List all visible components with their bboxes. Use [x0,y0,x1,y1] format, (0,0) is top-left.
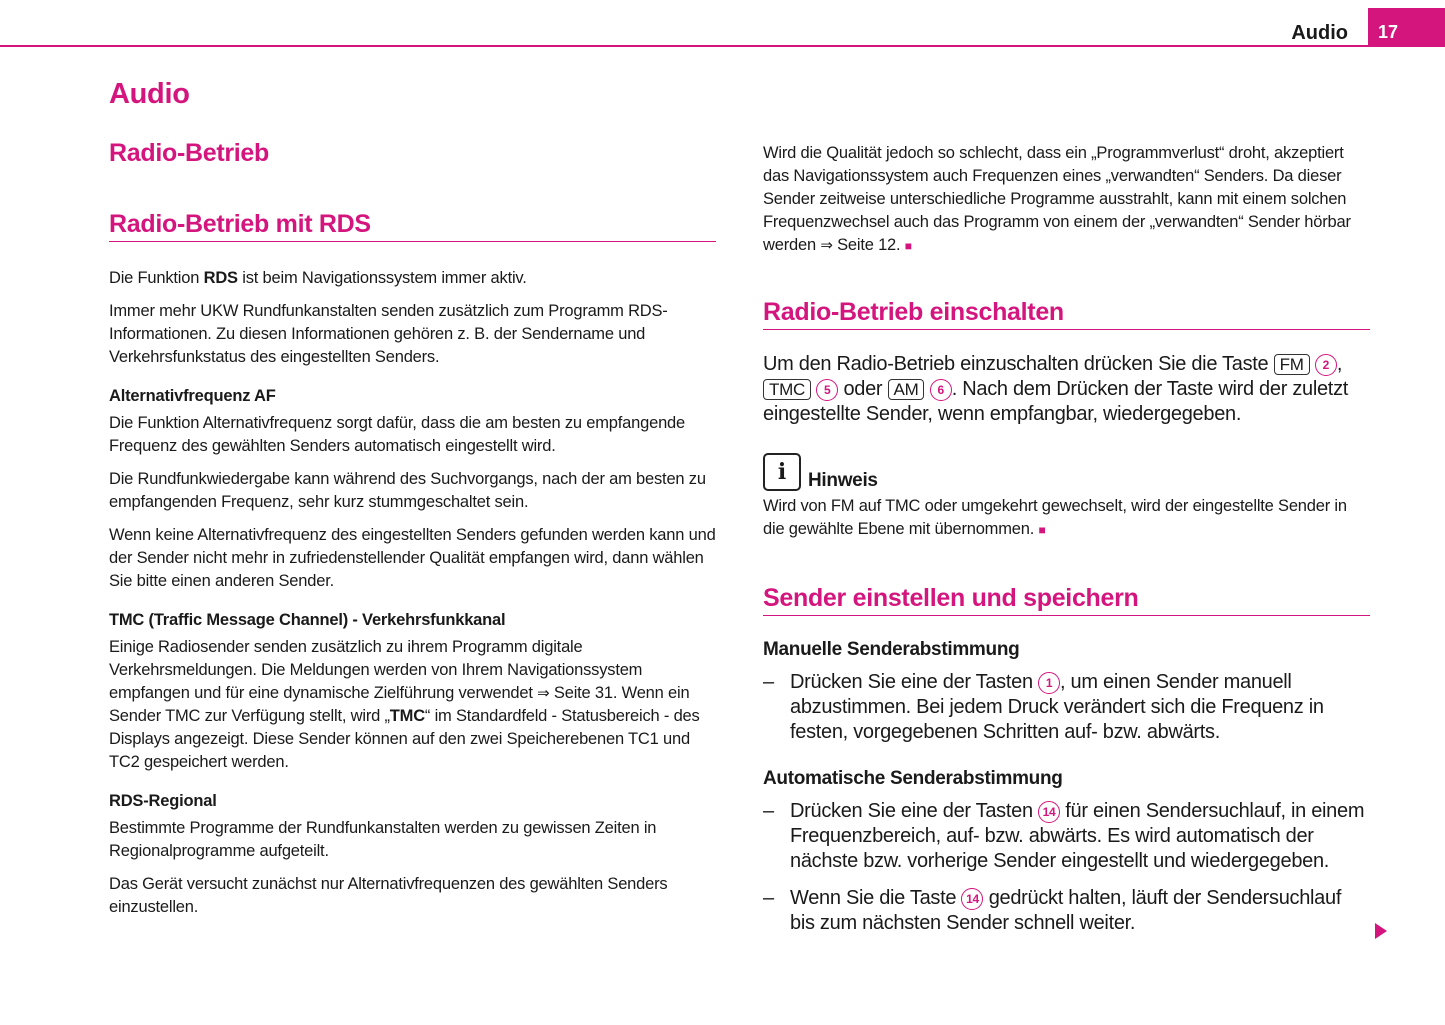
af-paragraph-2: Die Rundfunkwiedergabe kann während des Suchvorgangs, nach der am besten zu empfangenden Frequenz, sehr kurz stummgeschaltet sein. [109,470,706,511]
reference-arrow: ⇒ [820,237,833,254]
einschalten-paragraph: Um den Radio-Betrieb einzuschalten drücken Sie die Taste FM 2 , TMC 5 oder AM 6 . Nach dem Drücken der Taste wird der zuletzt eingestellte Sender, wenn empfangbar, wiedergegeben. [763,353,1349,425]
info-icon: i [763,453,801,491]
left-column [109,78,716,919]
section-title-rds: Radio-Betrieb mit RDS [109,210,716,242]
tmc-key: TMC [763,379,811,400]
manual-list-item: – Drücken Sie eine der Tasten 1 , um einen Sender manuell abzustimmen. Bei jedem Druck verändert sich die Frequenz in festen, vorgegebenen Schritten auf- bzw. abwärts. [763,671,1324,743]
rds-paragraph-2: Immer mehr UKW Rundfunkanstalten senden zusätzlich zum Programm RDS-Informationen. Zu diesen Informationen gehören z. B. der Sendername und Verkehrsfunkstatus des eingestellten Senders. [109,302,668,366]
tmc-subheading: TMC (Traffic Message Channel) - Verkehrsfunkkanal [109,611,506,629]
continuation-paragraph: Wird die Qualität jedoch so schlecht, dass ein „Programmverlust“ droht, akzeptiert das Navigationssystem auch Frequenzen eines „verwandten“ Senders. Da dieser Sender zeitweise unterschiedliche Programme ausstrahlt, kann mit einem solchen Frequenzwechsel auch das Programm von einem der „verwandten“ Sender hörbar werden ⇒ Seite 12. ■ [763,144,1351,254]
callout-2: 2 [1315,354,1337,376]
auto-subheading: Automatische Senderabstimmung [763,768,1063,789]
hint-title: Hinweis [808,470,878,491]
hint-header [763,453,1370,491]
callout-5: 5 [816,379,838,401]
rds-regional-subheading: RDS-Regional [109,792,217,810]
af-paragraph-1: Die Funktion Alternativfrequenz sorgt dafür, dass die am besten zu empfangende Frequenz des gewählten Senders automatisch eingestellt wird. [109,414,686,455]
manual-subheading: Manuelle Senderabstimmung [763,639,1020,660]
callout-6: 6 [930,379,952,401]
section-title-einschalten: Radio-Betrieb einschalten [763,298,1370,330]
rds-regional-paragraph-1: Bestimmte Programme der Rundfunkanstalten werden zu gewissen Zeiten in Regionalprogramme aufgeteilt. [109,819,657,860]
header-section-title: Audio [1291,22,1348,44]
section-title-radio: Radio-Betrieb [109,139,270,167]
af-paragraph-3: Wenn keine Alternativfrequenz des eingestellten Senders gefunden werden kann und der Sender nicht mehr in zufriedenstellender Qualität empfangen wird, dann wählen Sie bitte einen anderen Sender. [109,526,716,590]
fm-key: FM [1274,354,1310,375]
rds-paragraph-1: Die Funktion RDS ist beim Navigationssystem immer aktiv. [109,269,527,287]
af-subheading: Alternativfrequenz AF [109,387,276,405]
right-column [763,142,1370,936]
page-number: 17 [1368,8,1445,47]
am-key: AM [888,379,925,400]
callout-1: 1 [1038,672,1060,694]
callout-14: 14 [961,888,983,910]
reference-arrow: ⇒ [537,685,550,702]
section-end-mark: ■ [1038,523,1046,537]
section-title-sender: Sender einstellen und speichern [763,584,1370,616]
rds-regional-paragraph-2: Das Gerät versucht zunächst nur Alternativfrequenzen des gewählten Senders einzustellen. [109,875,668,916]
next-page-arrow-icon [1375,923,1387,939]
section-end-mark: ■ [904,239,912,253]
auto-list-item-1: – Drücken Sie eine der Tasten 14 für einen Sendersuchlauf, in einem Frequenzbereich, auf- bzw. abwärts. Es wird automatisch der nächste bzw. vorherige Sender eingestellt und wiedergegeben. [763,800,1365,872]
header-rule [0,45,1445,47]
hint-text: Wird von FM auf TMC oder umgekehrt gewechselt, wird der eingestellte Sender in die gewählte Ebene mit übernommen. ■ [763,497,1347,538]
chapter-title: Audio [109,78,190,110]
auto-list-item-2: – Wenn Sie die Taste 14 gedrückt halten, läuft der Sendersuchlauf bis zum nächsten Sender schnell weiter. [763,887,1342,934]
callout-14: 14 [1038,801,1060,823]
tmc-paragraph: Einige Radiosender senden zusätzlich zu ihrem Programm digitale Verkehrsmeldungen. Die Meldungen werden von Ihrem Navigationssystem empfangen und für eine dynamische Zielführung verwendet ⇒ Seite 31. Wenn ein Sender TMC zur Verfügung stellt, wird „TMC“ im Standardfeld - Statusbereich - des Displays angezeigt. Diese Sender können auf den zwei Speicherebenen TC1 und TC2 gespeichert werden. [109,638,700,771]
